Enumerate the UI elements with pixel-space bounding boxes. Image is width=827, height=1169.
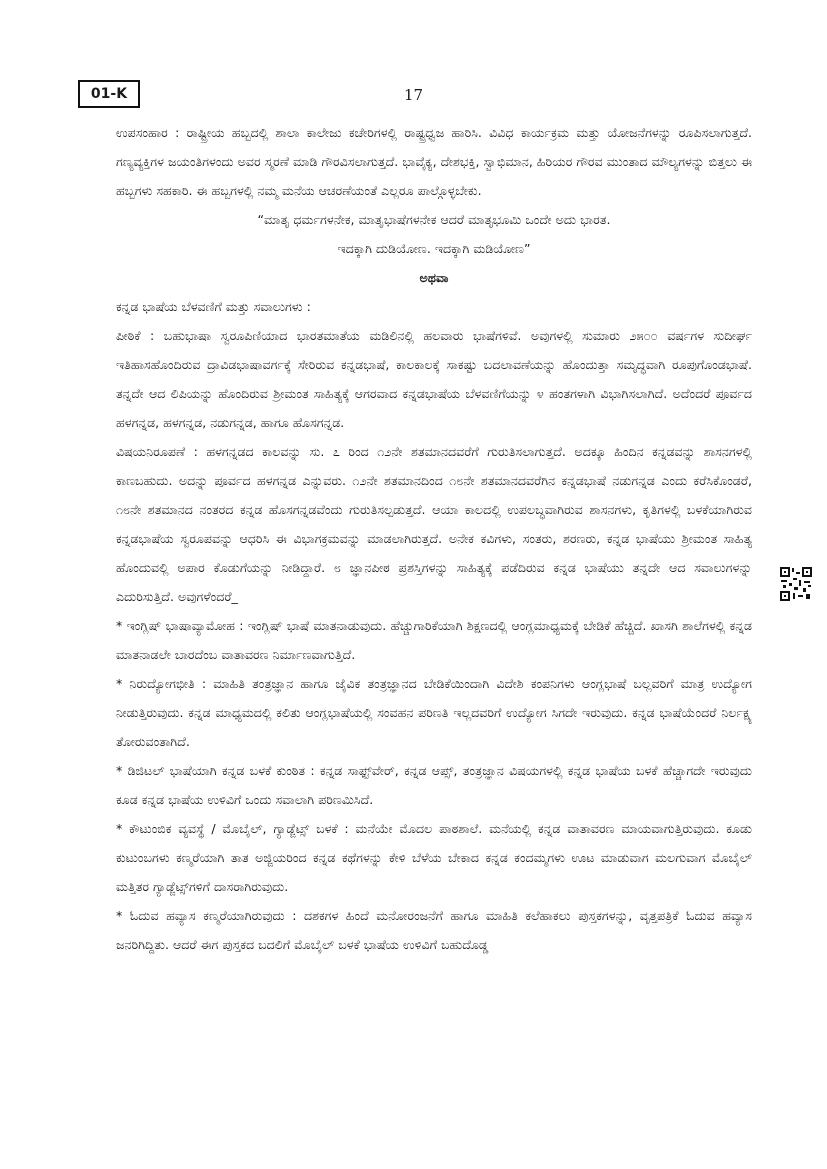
subject-paragraph: ವಿಷಯನಿರೂಪಣೆ : ಹಳಗನ್ನಡದ ಕಾಲವನ್ನು ಸು. ೭ ರಿಂದ ೧೨ನೇ ಶತಮಾನದವರೆಗೆ ಗುರುತಿಸಲಾಗುತ್ತದೆ. ಅದಕ್ಕೂ ಹಿಂದಿನ ಕನ್ನಡವನ್ನು ಶಾಸನಗಳಲ್ಲಿ ಕಾಣಬಹುದು. ಅದನ್ನು ಪೂರ್ವದ ಹಳಗನ್ನಡ ಎನ್ನುವರು. ೧೨ನೇ ಶತಮಾನದಿಂದ ೧೮ನೇ ಶತಮಾನದವರೆಗಿನ ಕನ್ನಡಭಾಷೆ ನಡುಗನ್ನಡ ಎಂದು ಕರೆಸಿಕೊಂಡರೆ, ೧೮ನೇ ಶತಮಾನದ ನಂತರದ ಕನ್ನಡ ಹೊಸಗನ್ನಡವೆಂದು ಗುರುತಿಸಲ್ಪಡುತ್ತದೆ. ಆಯಾ ಕಾಲದಲ್ಲಿ ಉಪಲಬ್ಧವಾಗಿರುವ ಶಾಸನಗಳು, ಕೃತಿಗಳಲ್ಲಿ ಬಳಕೆಯಾಗಿರುವ ಕನ್ನಡಭಾಷೆಯ ಸ್ವರೂಪವನ್ನು ಆಧರಿಸಿ ಈ ವಿಭಾಗಕ್ರಮವನ್ನು ಮಾಡಲಾಗಿರುತ್ತದೆ. ಅನೇಕ ಕವಿಗಳು, ಸಂತರು, ಶರಣರು, ಕನ್ನಡ ಭಾಷೆಯು ಶ್ರೀಮಂತ ಸಾಹಿತ್ಯ ಹೊಂದುವಲ್ಲಿ ಅಪಾರ ಕೊಡುಗೆಯನ್ನು ನೀಡಿದ್ದಾರೆ. ೮ ಜ್ಞಾನಪೀಠ ಪ್ರಶಸ್ತಿಗಳನ್ನು ಸಾಹಿತ್ಯಕ್ಕೆ ಪಡೆದಿರುವ ಕನ್ನಡ ಭಾಷೆಯು ತನ್ನದೇ ಆದ ಸವಾಲುಗಳನ್ನು ಎದುರಿಸುತ್ತಿದೆ. ಅವುಗಳೆಂದರೆ_ <box>116 444 752 604</box>
challenge-english: * ಇಂಗ್ಲಿಷ್ ಭಾಷಾವ್ಯಾಮೋಹ : ಇಂಗ್ಲಿಷ್ ಭಾಷೆ ಮಾತನಾಡುವುದು. ಹೆಚ್ಚುಗಾರಿಕೆಯಾಗಿ ಶಿಕ್ಷಣದಲ್ಲಿ ಆಂಗ್ಲಮಾಧ್ಯಮಕ್ಕೆ ಬೇಡಿಕೆ ಹೆಚ್ಚಿದೆ. ಖಾಸಗಿ ಶಾಲೆಗಳಲ್ಲಿ ಕನ್ನಡ ಮಾತನಾಡಲೇ ಬಾರದೆಂಬ ವಾತಾವರಣ ನಿರ್ಮಾಣವಾಗುತ್ತಿದೆ. <box>116 618 752 662</box>
challenge-family: * ಕೌಟುಂಬಿಕ ವ್ಯವಸ್ಥೆ / ಮೊಬೈಲ್, ಗ್ಯಾಡ್ಜೆಟ್ಸ್ ಬಳಕೆ : ಮನೆಯೇ ಮೊದಲ ಪಾಠಶಾಲೆ. ಮನೆಯಲ್ಲಿ ಕನ್ನಡ ವಾತಾವರಣ ಮಾಯವಾಗುತ್ತಿರುವುದು. ಕೂಡು ಕುಟುಂಬಗಳು ಕಣ್ಮರೆಯಾಗಿ ತಾತ ಅಜ್ಜಿಯರಿಂದ ಕನ್ನಡ ಕಥೆಗಳನ್ನು ಕೇಳಿ ಬೆಳೆಯ ಬೇಕಾದ ಕನ್ನಡ ಕಂದಮ್ಮಗಳು ಊಟ ಮಾಡುವಾಗ ಮಲಗುವಾಗ ಮೊಬೈಲ್ ಮತ್ತಿತರ ಗ್ಯಾಡ್ಜೆಟ್ಸ್‌ಗಳಿಗೆ ದಾಸರಾಗಿರುವುದು. <box>116 821 752 894</box>
conclusion-paragraph: ಉಪಸಂಹಾರ : ರಾಷ್ಟ್ರೀಯ ಹಬ್ಬದಲ್ಲಿ ಶಾಲಾ ಕಾಲೇಜು ಕಚೇರಿಗಳಲ್ಲಿ ರಾಷ್ಟ್ರಧ್ವಜ ಹಾರಿಸಿ. ವಿವಿಧ ಕಾರ್ಯಕ್ರಮ ಮತ್ತು ಯೋಜನೆಗಳನ್ನು ರೂಪಿಸಲಾಗುತ್ತದೆ. ಗಣ್ಯವ್ಯಕ್ತಿಗಳ ಜಯಂತಿಗಳಂದು ಅವರ ಸ್ಮರಣೆ ಮಾಡಿ ಗೌರವಿಸಲಾಗುತ್ತದೆ. ಭಾವೈಕ್ಯ, ದೇಶಭಕ್ತಿ, ಸ್ವಾಭಿಮಾನ, ಹಿರಿಯರ ಗೌರವ ಮುಂತಾದ ಮೌಲ್ಯಗಳನ್ನು ಬಿತ್ತಲು ಈ ಹಬ್ಬಗಳು ಸಹಕಾರಿ. ಈ ಹಬ್ಬಗಳಲ್ಲಿ ನಮ್ಮ ಮನೆಯ ಆಚರಣೆಯಂತೆ ಎಲ್ಲರೂ ಪಾಲ್ಗೊಳ್ಳಬೇಕು. <box>116 125 752 198</box>
challenge-unemployment: * ನಿರುದ್ಯೋಗಭೀತಿ : ಮಾಹಿತಿ ತಂತ್ರಜ್ಞಾನ ಹಾಗೂ ಜೈವಿಕ ತಂತ್ರಜ್ಞಾನದ ಬೇಡಿಕೆಯಿಂದಾಗಿ ವಿದೇಶಿ ಕಂಪನಿಗಳು ಆಂಗ್ಲಭಾಷೆ ಬಲ್ಲವರಿಗೆ ಮಾತ್ರ ಉದ್ಯೋಗ ನೀಡುತ್ತಿರುವುದು. ಕನ್ನಡ ಮಾಧ್ಯಮದಲ್ಲಿ ಕಲಿತು ಆಂಗ್ಲಭಾಷೆಯಲ್ಲಿ ಸಂವಹನ ಪರಿಣತಿ ಇಲ್ಲದವರಿಗೆ ಉದ್ಯೋಗ ಸಿಗದೇ ಇರುವುದು. ಕನ್ನಡ ಭಾಷೆಯೆಂದರೆ ನಿರ್ಲಕ್ಷ್ಯ ತೋರುವಂತಾಗಿದೆ. <box>116 676 752 749</box>
essay-title: ಕನ್ನಡ ಭಾಷೆಯ ಬೆಳವಣಿಗೆ ಮತ್ತು ಸವಾಲುಗಳು : <box>116 299 311 314</box>
answer-content <box>116 118 752 959</box>
introduction-paragraph: ಪೀಠಿಕೆ : ಬಹುಭಾಷಾ ಸ್ವರೂಪಿಣಿಯಾದ ಭಾರತಮಾತೆಯ ಮಡಿಲಿನಲ್ಲಿ ಹಲವಾರು ಭಾಷೆಗಳಿವೆ. ಅವುಗಳಲ್ಲಿ ಸುಮಾರು ೨೫೦೦ ವರ್ಷಗಳ ಸುದೀರ್ಘ ಇತಿಹಾಸಹೊಂದಿರುವ ದ್ರಾವಿಡಭಾಷಾವರ್ಗಕ್ಕೆ ಸೇರಿರುವ ಕನ್ನಡಭಾಷೆ, ಕಾಲಕಾಲಕ್ಕೆ ಸಾಕಷ್ಟು ಬದಲಾವಣೆಯನ್ನು ಹೊಂದುತ್ತಾ ಸಮೃದ್ಧವಾಗಿ ರೂಪುಗೊಂಡಭಾಷೆ. ತನ್ನದೇ ಆದ ಲಿಪಿಯನ್ನು ಹೊಂದಿರುವ ಶ್ರೀಮಂತ ಸಾಹಿತ್ಯಕ್ಕೆ ಆಗರವಾದ ಕನ್ನಡಭಾಷೆಯ ಬೆಳವಣಿಗೆಯನ್ನು ೪ ಹಂತಗಳಾಗಿ ವಿಭಾಗಿಸಲಾಗಿದೆ. ಅದೆಂದರೆ ಪೂರ್ವದ ಹಳಗನ್ನಡ, ಹಳಗನ್ನಡ, ನಡುಗನ್ನಡ, ಹಾಗೂ ಹೊಸಗನ್ನಡ. <box>116 328 752 430</box>
quote-line-2: ಇದಕ್ಕಾಗಿ ದುಡಿಯೋಣ. ಇದಕ್ಕಾಗಿ ಮಡಿಯೋಣ” <box>337 241 531 256</box>
qr-code-icon <box>779 566 813 602</box>
challenge-digital: * ಡಿಜಿಟಲ್ ಭಾಷೆಯಾಗಿ ಕನ್ನಡ ಬಳಕೆ ಕುಂಠಿತ : ಕನ್ನಡ ಸಾಫ್ಟ್‌ವೇರ್, ಕನ್ನಡ ಆಪ್ಸ್, ತಂತ್ರಜ್ಞಾನ ವಿಷಯಗಳಲ್ಲಿ ಕನ್ನಡ ಭಾಷೆಯ ಬಳಕೆ ಹೆಚ್ಚಾಗದೇ ಇರುವುದು ಕೂಡ ಕನ್ನಡ ಭಾಷೆಯ ಉಳಿವಿಗೆ ಒಂದು ಸವಾಲಾಗಿ ಪರಿಣಮಿಸಿದೆ. <box>116 763 752 807</box>
quote-line-1: “ಮಾತೃ ಧರ್ಮಗಳನೇಕ, ಮಾತೃಭಾಷೆಗಳನೇಕ ಆದರೆ ಮಾತೃಭೂಮಿ ಒಂದೇ ಅದು ಭಾರತ. <box>257 212 611 227</box>
challenge-reading: * ಓದುವ ಹವ್ಯಾಸ ಕಣ್ಮರೆಯಾಗಿರುವುದು : ದಶಕಗಳ ಹಿಂದೆ ಮನೋರಂಜನೆಗೆ ಹಾಗೂ ಮಾಹಿತಿ ಕಲೆಹಾಕಲು ಪುಸ್ತಕಗಳನ್ನು, ವೃತ್ತಪತ್ರಿಕೆ ಓದುವ ಹವ್ಯಾಸ ಜನರಿಗಿದ್ದಿತು. ಆದರೆ ಈಗ ಪುಸ್ತಕದ ಬದಲಿಗೆ ಮೊಬೈಲ್ ಬಳಕೆ ಭಾಷೆಯ ಉಳಿವಿಗೆ ಬಹುದೊಡ್ಡ <box>116 908 752 952</box>
page-number: 17 <box>404 86 424 104</box>
question-paper-code: 01-K <box>78 80 140 108</box>
or-heading: ಅಥವಾ <box>419 270 449 285</box>
